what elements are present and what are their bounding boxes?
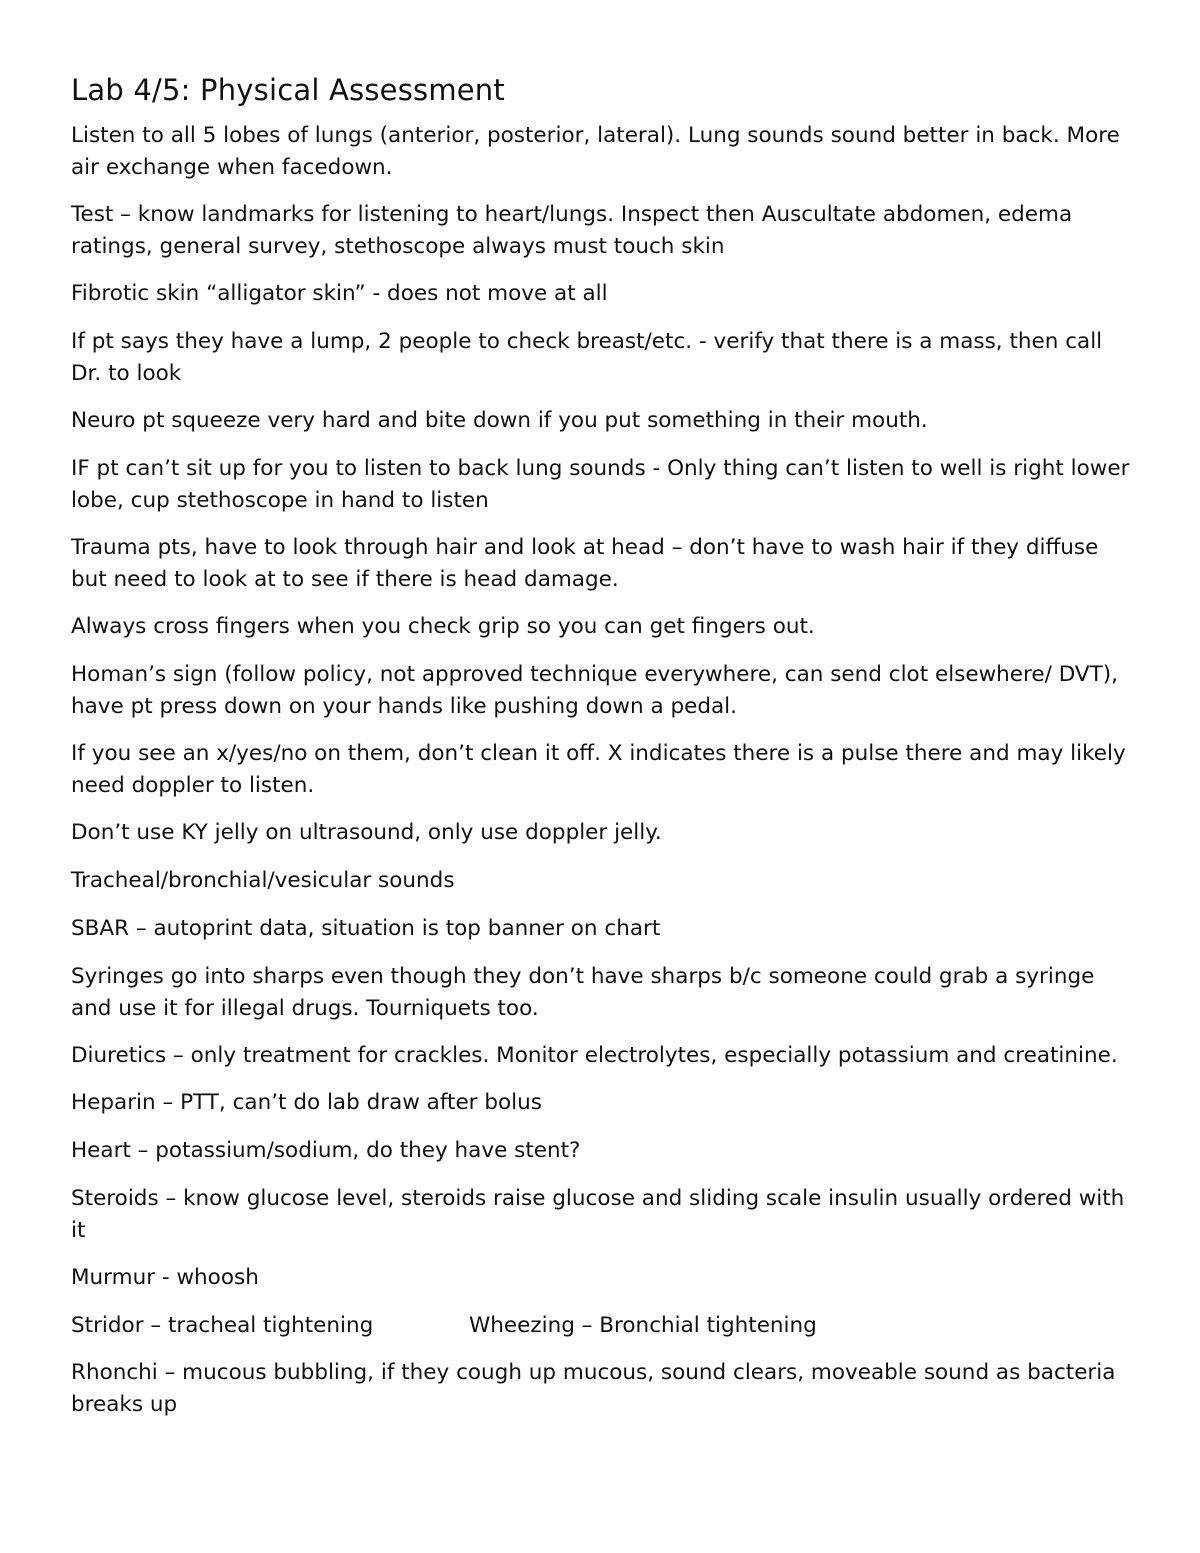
- note-doppler-jelly: Don’t use KY jelly on ultrasound, only use doppler jelly.: [71, 820, 662, 845]
- note-stridor: Stridor – tracheal tightening: [71, 1313, 374, 1338]
- note-rhonchi: Rhonchi – mucous bubbling, if they cough up mucous, sound clears, moveable sound as bacteria breaks up: [71, 1360, 1116, 1417]
- document-title: Lab 4/5: Physical Assessment: [71, 73, 505, 107]
- note-homans-sign: Homan’s sign (follow policy, not approved technique everywhere, can send clot elsewhere/ DVT), have pt press down on your hands like pushing down a pedal.: [71, 662, 1118, 719]
- note-cross-fingers: Always cross fingers when you check grip so you can get fingers out.: [71, 614, 815, 639]
- note-steroids: Steroids – know glucose level, steroids raise glucose and sliding scale insulin usually ordered with it: [71, 1186, 1125, 1243]
- note-lung-lobes: Listen to all 5 lobes of lungs (anterior, posterior, lateral). Lung sounds sound better in back. More air exchange when facedown.: [71, 123, 1120, 180]
- note-lump-check: If pt says they have a lump, 2 people to check breast/etc. - verify that there is a mass, then call Dr. to look: [71, 329, 1103, 386]
- document-page: [71, 70, 1131, 1436]
- note-neuro-pt: Neuro pt squeeze very hard and bite down if you put something in their mouth.: [71, 408, 928, 433]
- note-fibrotic-skin: Fibrotic skin “alligator skin” - does not move at all: [71, 281, 608, 306]
- note-back-lung-sounds: IF pt can’t sit up for you to listen to back lung sounds - Only thing can’t listen to well is right lower lobe, cup stethoscope in hand to listen: [71, 456, 1130, 513]
- note-pulse-marking: If you see an x/yes/no on them, don’t clean it off. X indicates there is a pulse there and may likely need doppler to listen.: [71, 741, 1126, 798]
- note-breath-sounds: Tracheal/bronchial/vesicular sounds: [71, 868, 455, 893]
- note-diuretics: Diuretics – only treatment for crackles. Monitor electrolytes, especially potassium and creatinine.: [71, 1043, 1118, 1068]
- note-trauma-pts: Trauma pts, have to look through hair and look at head – don’t have to wash hair if they diffuse but need to look at to see if there is head damage.: [71, 535, 1099, 592]
- note-syringes-sharps: Syringes go into sharps even though they don’t have sharps b/c someone could grab a syringe and use it for illegal drugs. Tourniquets too.: [71, 964, 1095, 1021]
- note-heart: Heart – potassium/sodium, do they have stent?: [71, 1138, 581, 1163]
- note-murmur: Murmur - whoosh: [71, 1265, 259, 1290]
- note-heparin: Heparin – PTT, can’t do lab draw after bolus: [71, 1090, 542, 1115]
- note-sbar: SBAR – autoprint data, situation is top banner on chart: [71, 916, 661, 941]
- note-test-landmarks: Test – know landmarks for listening to heart/lungs. Inspect then Auscultate abdomen, edema ratings, general survey, stethoscope always must touch skin: [71, 202, 1073, 259]
- note-stridor-wheezing: [71, 1310, 1131, 1342]
- note-wheezing: Wheezing – Bronchial tightening: [469, 1313, 817, 1338]
